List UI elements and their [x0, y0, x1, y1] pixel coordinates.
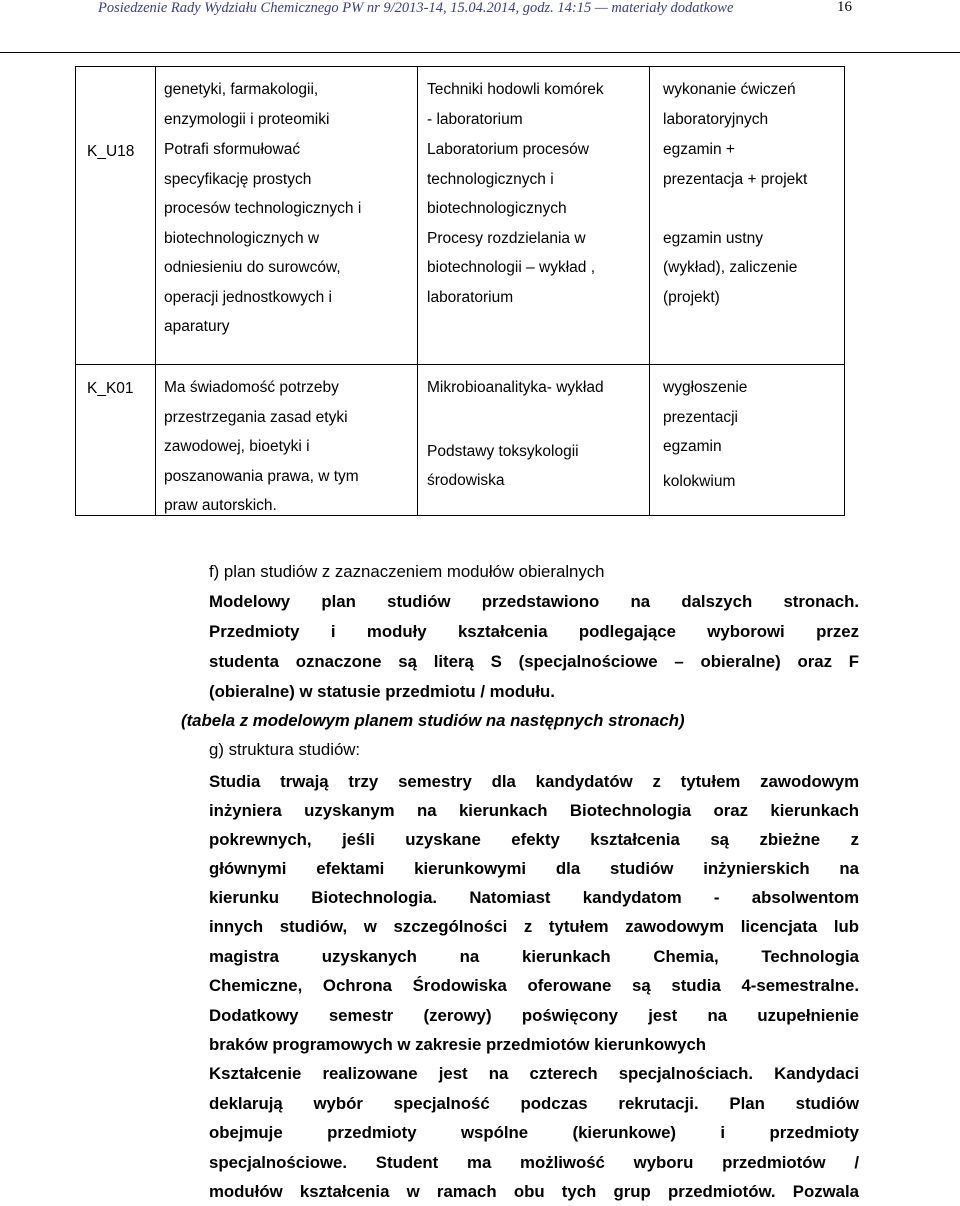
cell-line: Procesy rozdzielania w: [427, 229, 586, 247]
paragraph-line: głównymi efektami kierunkowymi dla studiów inżynierskich na: [209, 859, 859, 878]
cell-line: biotechnologii – wykład ,: [427, 259, 596, 276]
verification-cell: [663, 135, 807, 312]
cell-line: laboratoryjnych: [663, 110, 769, 128]
module-cell: [427, 135, 595, 312]
effect-cell: [164, 75, 329, 134]
paragraph-line: Studia trwają trzy semestry dla kandydatów z tytułem zawodowym: [209, 772, 859, 791]
learning-outcomes-table: [75, 66, 845, 516]
paragraph-line: Dodatkowy semestr (zerowy) poświęcony jest na uzupełnienie: [209, 1006, 859, 1025]
verification-cell: [663, 75, 796, 134]
module-cell: [427, 75, 604, 134]
cell-line: technologicznych i: [427, 170, 554, 188]
cell-line: praw autorskich.: [164, 497, 277, 514]
paragraph-line: magistra uzyskanych na kierunkach Chemia, Technologia: [209, 947, 859, 966]
cell-line: Laboratorium procesów: [427, 141, 589, 158]
column-divider: [417, 67, 418, 515]
paragraph-line: obejmuje przedmioty wspólne (kierunkowe) i przedmioty: [209, 1123, 859, 1142]
paragraph-line: specjalnościowe. Student ma możliwość wyboru przedmiotów /: [209, 1153, 859, 1172]
paragraph-line: pokrewnych, jeśli uzyskane efekty kształcenia są zbieżne z: [209, 830, 859, 849]
cell-line: środowiska: [427, 472, 505, 489]
cell-line: procesów technologicznych i: [164, 200, 362, 217]
cell-line: - laboratorium: [427, 110, 523, 128]
outcome-code: K_U18: [87, 143, 135, 160]
table-note: (tabela z modelowym planem studiów na następnych stronach): [181, 711, 685, 730]
effect-cell: [164, 373, 359, 521]
header-text: Posiedzenie Rady Wydziału Chemicznego PW nr 9/2013-14, 15.04.2014, godz. 14:15 — materiały dodatkowe: [98, 0, 734, 16]
cell-line: genetyki, farmakologii,: [164, 81, 319, 98]
paragraph-line: Przedmioty i moduły kształcenia podlegające wyborowi przez: [209, 622, 859, 641]
cell-line: biotechnologicznych w: [164, 229, 320, 247]
row-divider: [76, 364, 844, 365]
cell-line: egzamin: [663, 438, 722, 455]
page-header: [0, 0, 960, 20]
header-rule: [0, 52, 960, 53]
cell-line: operacji jednostkowych i: [164, 288, 333, 306]
cell-line: Podstawy toksykologii: [427, 442, 579, 460]
module-cell: [427, 373, 604, 496]
page-number: 16: [837, 0, 852, 15]
cell-line: specyfikację prostych: [164, 170, 312, 188]
spacer: [663, 194, 807, 224]
cell-line: Techniki hodowli komórek: [427, 81, 604, 98]
cell-line: enzymologii i proteomiki: [164, 110, 330, 128]
cell-line: prezentacji: [663, 408, 738, 426]
cell-line: (projekt): [663, 288, 720, 306]
outcome-code: K_K01: [87, 380, 134, 397]
cell-line: poszanowania prawa, w tym: [164, 467, 359, 485]
cell-line: laboratorium: [427, 288, 514, 306]
paragraph-line: innych studiów, w szczególności z tytułem zawodowym licencjata lub: [209, 917, 859, 936]
paragraph-line: deklarują wybór specjalność podczas rekrutacji. Plan studiów: [209, 1094, 859, 1113]
cell-line: aparatury: [164, 318, 230, 335]
cell-line: Ma świadomość potrzeby: [164, 379, 339, 396]
spacer: [427, 403, 604, 437]
paragraph-line: Modelowy plan studiów przedstawiono na dalszych stronach.: [209, 592, 859, 611]
cell-line: egzamin +: [663, 141, 735, 158]
column-divider: [155, 67, 156, 515]
paragraph-line: studenta oznaczone są literą S (specjalnościowe – obieralne) oraz F: [209, 652, 859, 671]
cell-line: wykonanie ćwiczeń: [663, 81, 796, 98]
section-f-heading: f) plan studiów z zaznaczeniem modułów obieralnych: [209, 562, 605, 581]
verification-cell: [663, 373, 747, 496]
paragraph-line: kierunku Biotechnologia. Natomiast kandydatom - absolwentom: [209, 888, 859, 907]
cell-line: kolokwium: [663, 472, 736, 490]
cell-line: (wykład), zaliczenie: [663, 259, 798, 276]
paragraph-line: Kształcenie realizowane jest na czterech specjalnościach. Kandydaci: [209, 1064, 859, 1083]
cell-line: egzamin ustny: [663, 229, 763, 247]
paragraph-line: braków programowych w zakresie przedmiotów kierunkowych: [209, 1035, 707, 1054]
column-divider: [649, 67, 650, 515]
cell-line: zawodowej, bioetyki i: [164, 438, 310, 455]
paragraph-line: Chemiczne, Ochrona Środowiska oferowane są studia 4-semestralne.: [209, 976, 859, 995]
section-g-heading: g) struktura studiów:: [209, 740, 361, 759]
cell-line: wygłoszenie: [663, 379, 748, 396]
paragraph-line: inżyniera uzyskanym na kierunkach Biotechnologia oraz kierunkach: [209, 801, 859, 820]
cell-line: prezentacja + projekt: [663, 170, 808, 188]
paragraph-line: (obieralne) w statusie przedmiotu / modułu.: [209, 682, 555, 701]
cell-line: biotechnologicznych: [427, 200, 567, 217]
paragraph-line: modułów kształcenia w ramach obu tych grup przedmiotów. Pozwala: [209, 1182, 859, 1201]
cell-line: przestrzegania zasad etyki: [164, 408, 348, 426]
cell-line: Potrafi sformułować: [164, 141, 301, 158]
effect-cell: [164, 135, 361, 342]
cell-line: odniesieniu do surowców,: [164, 259, 341, 276]
cell-line: Mikrobioanalityka- wykład: [427, 379, 604, 396]
